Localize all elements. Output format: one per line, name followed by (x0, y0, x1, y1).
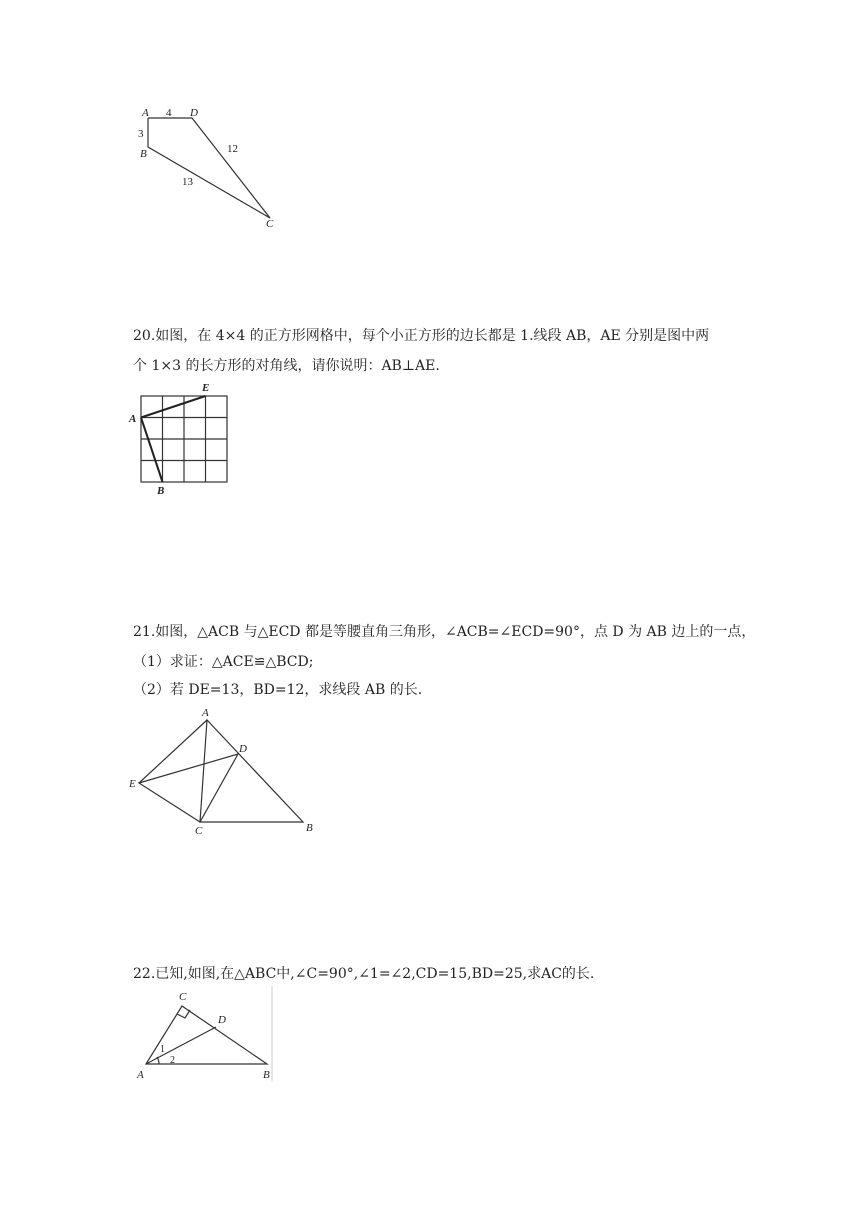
bisector-ad (146, 1027, 216, 1064)
problem-20-line-2: 个 1×3 的长方形的对角线，请你说明：AB⊥AE. (133, 358, 440, 374)
angle-1-label: 1 (160, 1044, 165, 1055)
figure-quadrilateral-svg (130, 100, 290, 230)
vertex-c-label: C (179, 991, 187, 1003)
grid-point-b-label: B (157, 485, 165, 497)
vertex-b-label: B (306, 822, 313, 834)
problem-21-line-2: （1）求证：△ACE≌△BCD; (133, 654, 314, 670)
grid-point-e-label: E (202, 382, 210, 394)
figure-right-triangle-bisector (130, 986, 280, 1086)
segment-ae (141, 396, 206, 418)
vertex-d-label: D (190, 107, 198, 119)
figure-right-triangle-bisector-svg (130, 986, 280, 1086)
vertex-a-label: A (202, 707, 209, 719)
length-dc-label: 12 (227, 143, 238, 155)
triangle-ecd (139, 754, 238, 822)
problem-21-line-1: 21.如图，△ACB 与△ECD 都是等腰直角三角形，∠ACB=∠ECD=90°，点 D 为 AB 边上的一点， (133, 624, 756, 640)
problem-20-line-1: 20.如图，在 4×4 的正方形网格中，每个小正方形的边长都是 1.线段 AB，AE 分别是图中两 (133, 328, 710, 344)
problem-21-line-3: （2）若 DE=13，BD=12，求线段 AB 的长. (133, 682, 423, 698)
figure-grid (125, 380, 235, 500)
vertex-d-label: D (239, 743, 247, 755)
vertex-a-label: A (142, 107, 149, 119)
length-ad-label: 4 (166, 107, 172, 119)
figure-quadrilateral (130, 100, 290, 230)
vertex-a-label: A (137, 1069, 144, 1081)
quadrilateral-shape (148, 118, 270, 218)
vertex-c-label: C (266, 218, 274, 230)
length-bc-label: 13 (182, 176, 193, 188)
vertex-e-label: E (129, 778, 136, 790)
triangle-abc (146, 1006, 267, 1064)
problem-22-line-1: 22.已知,如图,在△ABC中,∠C=90°,∠1=∠2,CD=15,BD=25,求AC的长. (133, 966, 595, 982)
figure-isosceles-right-triangles (125, 702, 325, 842)
vertex-d-label: D (218, 1014, 226, 1026)
vertex-c-label: C (195, 825, 203, 837)
length-ab-label: 3 (138, 128, 144, 140)
angle-arc (157, 1057, 159, 1064)
angle-2-label: 2 (170, 1055, 175, 1066)
vertex-b-label: B (140, 148, 147, 160)
figure-grid-svg (125, 380, 235, 500)
triangle-acb (200, 720, 303, 822)
vertex-b-label: B (263, 1069, 270, 1081)
grid-point-a-label: A (129, 413, 137, 425)
figure-isosceles-right-triangles-svg (125, 702, 325, 842)
segment-ab (141, 418, 163, 483)
grid-lines (141, 396, 227, 482)
